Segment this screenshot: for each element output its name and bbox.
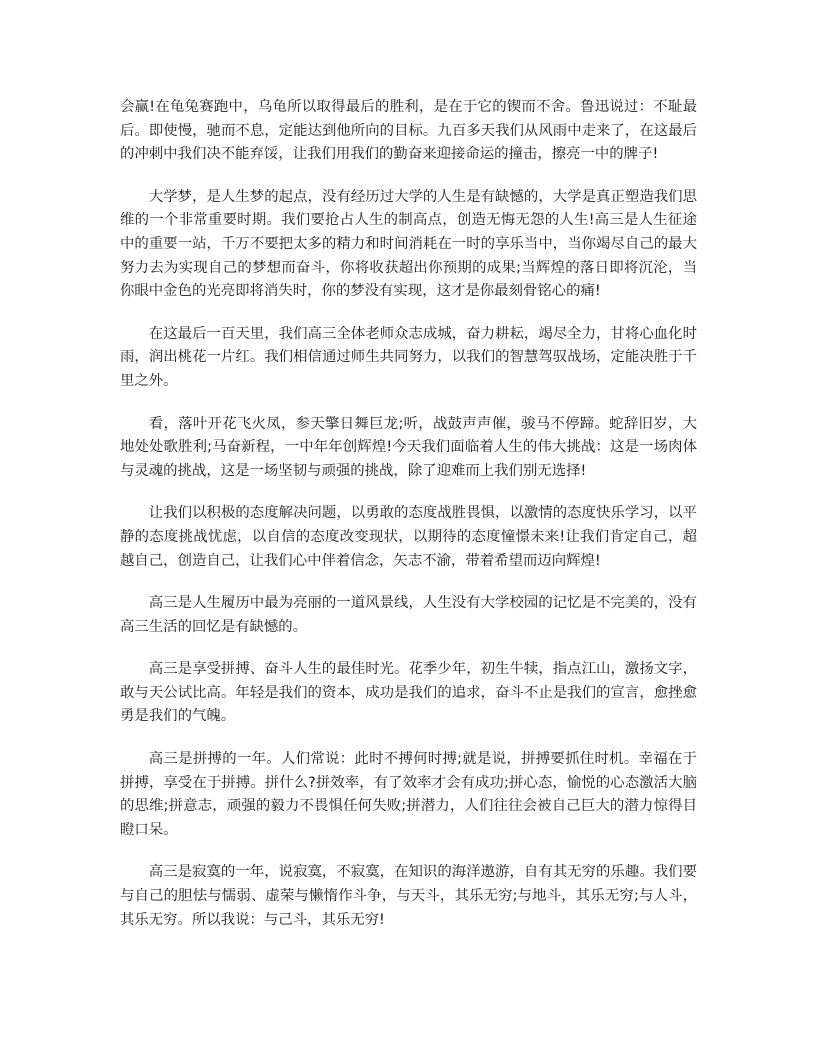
paragraph-4: 看，落叶开花飞火凤，参天擎日舞巨龙;听，战鼓声声催，骏马不停蹄。蛇辞旧岁，大地处处歌胜利;马奋新程，一中年年创辉煌!今天我们面临着人生的伟大挑战：这是一场肉体与灵魂的挑战，这是一场坚韧与顽强的挑战，除了迎难而上我们别无选择! — [120, 415, 697, 479]
paragraph-5: 让我们以积极的态度解决问题，以勇敢的态度战胜畏惧，以激情的态度快乐学习，以平静的态度挑战忧虑，以自信的态度改变现状，以期待的态度憧憬未来!让我们肯定自己，超越自己，创造自己，让我们心中伴着信念，矢志不渝，带着希望而迈向辉煌! — [120, 505, 697, 569]
paragraph-1: 会赢!在龟兔赛跑中，乌龟所以取得最后的胜利，是在于它的锲而不舍。鲁迅说过：不耻最后。即使慢，驰而不息，定能达到他所向的目标。九百多天我们从风雨中走来了，在这最后的冲刺中我们决不能弃馁，让我们用我们的勤奋来迎接命运的撞击，擦亮一中的牌子! — [120, 99, 697, 163]
paragraph-3: 在这最后一百天里，我们高三全体老师众志成城，奋力耕耘，竭尽全力，甘将心血化时雨，润出桃花一片红。我们相信通过师生共同努力，以我们的智慧驾驭战场，定能决胜于千里之外。 — [120, 325, 697, 389]
paragraph-2: 大学梦，是人生梦的起点，没有经历过大学的人生是有缺憾的，大学是真正塑造我们思维的一个非常重要时期。我们要抢占人生的制高点，创造无悔无怨的人生!高三是人生征途中的重要一站，千万不要把太多的精力和时间消耗在一时的享乐当中，当你竭尽自己的最大努力去为实现自己的梦想而奋斗，你将收获超出你预期的成果;当辉煌的落日即将沉沦，当你眼中金色的光亮即将消失时，你的梦没有实现，这才是你最刻骨铭心的痛! — [120, 188, 697, 300]
document-body — [120, 96, 697, 951]
paragraph-9: 高三是寂寞的一年，说寂寞，不寂寞，在知识的海洋遨游，自有其无穷的乐趣。我们要与自己的胆怯与懦弱、虚荣与懒惰作斗争，与天斗，其乐无穷;与地斗，其乐无穷;与人斗，其乐无穷。所以我说：与己斗，其乐无穷! — [120, 864, 697, 928]
paragraph-8: 高三是拼搏的一年。人们常说：此时不搏何时搏;就是说，拼搏要抓住时机。幸福在于拼搏，享受在于拼搏。拼什么?拼效率，有了效率才会有成功;拼心态，愉悦的心态激活大脑的思维;拼意志，顽强的毅力不畏惧任何失败;拼潜力，人们往往会被自己巨大的潜力惊得目瞪口呆。 — [120, 751, 697, 838]
paragraph-7: 高三是享受拼搏、奋斗人生的最佳时光。花季少年，初生牛犊，指点江山，激扬文字，敢与天公试比高。年轻是我们的资本，成功是我们的追求，奋斗不止是我们的宣言，愈挫愈勇是我们的气魄。 — [120, 661, 697, 725]
paragraph-6: 高三是人生履历中最为亮丽的一道风景线，人生没有大学校园的记忆是不完美的，没有高三生活的回忆是有缺憾的。 — [120, 595, 697, 635]
